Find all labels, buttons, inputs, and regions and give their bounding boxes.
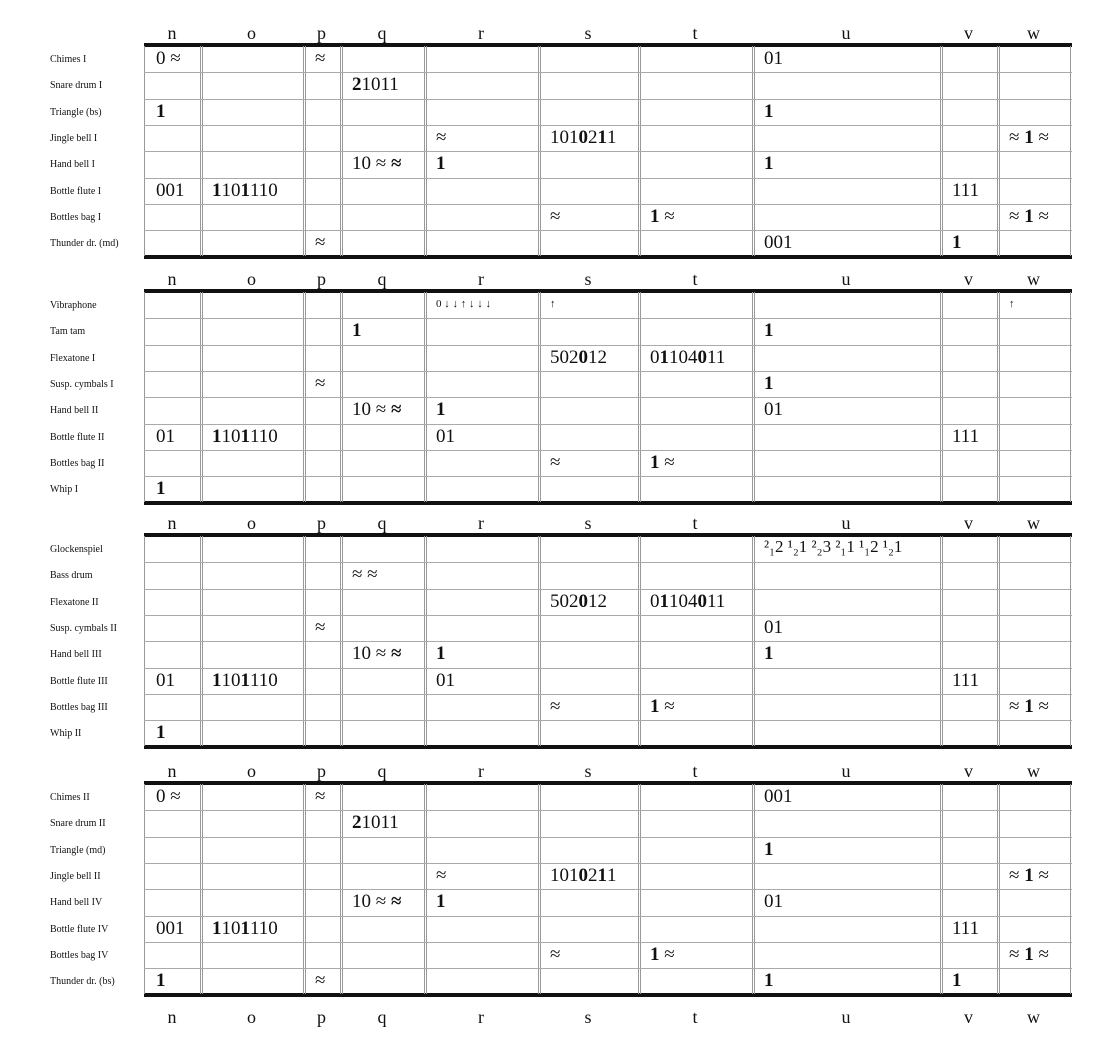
cell-p: ≈ — [315, 372, 326, 394]
cell-n: 1 — [156, 970, 166, 992]
system-bottom-rule — [144, 255, 1072, 259]
column-label-u: u — [841, 513, 851, 533]
instrument-label: Bottle flute III — [50, 675, 108, 687]
instrument-label: Bottles bag III — [50, 701, 108, 713]
column-label-r: r — [478, 513, 484, 533]
column-label-v: v — [964, 761, 973, 781]
cell-w: ↑ — [1009, 298, 1015, 310]
system-top-rule — [144, 781, 1072, 785]
column-label-r: r — [478, 1007, 484, 1027]
column-label-w: w — [1027, 761, 1040, 781]
cell-v: 1 — [952, 970, 962, 992]
cell-q: 1 — [352, 320, 362, 342]
cell-v: 111 — [952, 917, 980, 939]
system-top-rule — [144, 43, 1072, 47]
cell-s: ≈ — [550, 451, 561, 473]
cell-r: 01 — [436, 669, 455, 691]
cell-o: 1101110 — [212, 917, 278, 939]
cell-w: ≈ 1 ≈ — [1009, 126, 1049, 148]
cell-w: ≈ 1 ≈ — [1009, 205, 1049, 227]
column-label-w: w — [1027, 1007, 1040, 1027]
row-divider — [144, 589, 1072, 590]
row-divider — [144, 318, 1072, 319]
system-bottom-rule — [144, 993, 1072, 997]
cell-v: 111 — [952, 669, 980, 691]
column-label-o: o — [247, 269, 256, 289]
cell-s: ↑ — [550, 298, 556, 310]
cell-u: 1 — [764, 838, 774, 860]
column-label-n: n — [167, 513, 177, 533]
row-divider — [144, 720, 1072, 721]
column-label-w: w — [1027, 513, 1040, 533]
row-divider — [144, 178, 1072, 179]
cell-s: 502012 — [550, 590, 607, 612]
cell-t: 01104011 — [650, 346, 726, 368]
column-label-o: o — [247, 23, 256, 43]
row-divider — [144, 810, 1072, 811]
cell-u: ²₁2 ¹₂1 ²₂3 ²₁1 ¹₁2 ¹₂1 — [764, 537, 903, 556]
column-label-u: u — [841, 269, 851, 289]
cell-w: ≈ 1 ≈ — [1009, 864, 1049, 886]
instrument-label: Hand bell II — [50, 405, 99, 417]
row-divider — [144, 668, 1072, 669]
column-label-t: t — [692, 513, 698, 533]
column-label-q: q — [377, 269, 387, 289]
instrument-label: Snare drum I — [50, 80, 103, 92]
cell-u: 1 — [764, 372, 774, 394]
row-divider — [144, 968, 1072, 969]
row-divider — [144, 476, 1072, 477]
instrument-label: Jingle bell I — [50, 132, 98, 144]
column-label-o: o — [247, 1007, 256, 1027]
cell-s: ≈ — [550, 695, 561, 717]
system-top-rule — [144, 533, 1072, 537]
row-divider — [144, 204, 1072, 205]
cell-q: 10 ≈ ≈ — [352, 643, 402, 665]
column-label-t: t — [692, 23, 698, 43]
instrument-label: Bottle flute I — [50, 185, 102, 197]
column-label-s: s — [584, 513, 592, 533]
instrument-label: Bottles bag I — [50, 211, 102, 223]
cell-s: 1010211 — [550, 864, 617, 886]
column-label-u: u — [841, 1007, 851, 1027]
column-label-n: n — [167, 1007, 177, 1027]
cell-p: ≈ — [315, 786, 326, 807]
cell-u: 01 — [764, 399, 783, 421]
cell-q: 10 ≈ ≈ — [352, 153, 402, 175]
instrument-label: Vibraphone — [50, 300, 97, 311]
cell-t: 1 ≈ — [650, 943, 675, 965]
cell-t: 1 ≈ — [650, 205, 675, 227]
column-label-q: q — [377, 1007, 387, 1027]
cell-r: 1 — [436, 891, 446, 913]
cell-o: 1101110 — [212, 425, 278, 447]
cell-u: 01 — [764, 616, 783, 638]
cell-q: 21011 — [352, 812, 399, 834]
column-label-p: p — [317, 513, 326, 533]
column-label-t: t — [692, 761, 698, 781]
instrument-label: Hand bell I — [50, 159, 95, 171]
cell-r: 01 — [436, 425, 455, 447]
column-label-o: o — [247, 761, 256, 781]
cell-s: 502012 — [550, 346, 607, 368]
column-label-q: q — [377, 513, 387, 533]
instrument-label: Triangle (bs) — [50, 106, 102, 118]
column-label-v: v — [964, 513, 973, 533]
instrument-label: Susp. cymbals II — [50, 622, 117, 634]
cell-o: 1101110 — [212, 669, 278, 691]
column-label-r: r — [478, 761, 484, 781]
cell-p: ≈ — [315, 232, 326, 254]
row-divider — [144, 615, 1072, 616]
cell-u: 01 — [764, 891, 783, 913]
column-label-t: t — [692, 1007, 698, 1027]
instrument-label: Whip I — [50, 484, 79, 496]
cell-n: 001 — [156, 917, 185, 939]
instrument-label: Hand bell IV — [50, 897, 103, 909]
column-label-s: s — [584, 23, 592, 43]
row-divider — [144, 641, 1072, 642]
cell-o: 1101110 — [212, 179, 278, 201]
column-label-v: v — [964, 23, 973, 43]
row-divider — [144, 889, 1072, 890]
system-bottom-rule — [144, 745, 1072, 749]
row-divider — [144, 72, 1072, 73]
column-label-r: r — [478, 23, 484, 43]
cell-s: ≈ — [550, 205, 561, 227]
cell-t: 1 ≈ — [650, 451, 675, 473]
system-top-rule — [144, 289, 1072, 293]
instrument-label: Jingle bell II — [50, 870, 101, 882]
column-label-q: q — [377, 23, 387, 43]
row-divider — [144, 837, 1072, 838]
cell-u: 1 — [764, 320, 774, 342]
instrument-label: Bottles bag II — [50, 457, 105, 469]
cell-u: 1 — [764, 643, 774, 665]
row-divider — [144, 371, 1072, 372]
instrument-label: Thunder dr. (md) — [50, 238, 119, 250]
cell-r: 1 — [436, 399, 446, 421]
cell-r: 1 — [436, 153, 446, 175]
row-divider — [144, 151, 1072, 152]
instrument-label: Bottles bag IV — [50, 949, 109, 961]
cell-v: 111 — [952, 179, 980, 201]
cell-r: 1 — [436, 643, 446, 665]
instrument-label: Whip II — [50, 728, 82, 740]
column-label-p: p — [317, 269, 326, 289]
cell-r: 0 ↓ ↓ ↑ ↓ ↓ ↓ — [436, 298, 491, 310]
cell-q: 21011 — [352, 74, 399, 96]
cell-s: ≈ — [550, 943, 561, 965]
row-divider — [144, 694, 1072, 695]
cell-n: 1 — [156, 100, 166, 122]
cell-q: ≈ ≈ — [352, 564, 378, 586]
cell-t: 01104011 — [650, 590, 726, 612]
cell-n: 01 — [156, 669, 175, 691]
cell-v: 111 — [952, 425, 980, 447]
cell-p: ≈ — [315, 48, 326, 69]
instrument-label: Chimes I — [50, 54, 87, 65]
row-divider — [144, 345, 1072, 346]
system-bottom-rule — [144, 501, 1072, 505]
column-label-s: s — [584, 1007, 592, 1027]
cell-n: 01 — [156, 425, 175, 447]
cell-u: 001 — [764, 232, 793, 254]
row-divider — [144, 942, 1072, 943]
cell-s: 1010211 — [550, 126, 617, 148]
instrument-label: Triangle (md) — [50, 844, 106, 856]
instrument-label: Snare drum II — [50, 818, 106, 830]
cell-u: 001 — [764, 786, 793, 807]
cell-u: 01 — [764, 48, 783, 69]
column-label-s: s — [584, 269, 592, 289]
column-label-w: w — [1027, 23, 1040, 43]
instrument-label: Bottle flute II — [50, 431, 105, 443]
column-label-v: v — [964, 1007, 973, 1027]
row-divider — [144, 99, 1072, 100]
column-label-o: o — [247, 513, 256, 533]
cell-n: 001 — [156, 179, 185, 201]
instrument-label: Susp. cymbals I — [50, 378, 114, 390]
column-label-n: n — [167, 761, 177, 781]
column-label-v: v — [964, 269, 973, 289]
cell-v: 1 — [952, 232, 962, 254]
cell-p: ≈ — [315, 616, 326, 638]
cell-n: 1 — [156, 478, 166, 500]
column-label-n: n — [167, 23, 177, 43]
instrument-label: Flexatone II — [50, 596, 99, 608]
row-divider — [144, 562, 1072, 563]
instrument-label: Hand bell III — [50, 649, 102, 661]
instrument-label: Flexatone I — [50, 352, 96, 364]
cell-w: ≈ 1 ≈ — [1009, 695, 1049, 717]
row-divider — [144, 230, 1072, 231]
row-divider — [144, 424, 1072, 425]
column-label-p: p — [317, 23, 326, 43]
column-label-p: p — [317, 761, 326, 781]
instrument-label: Chimes II — [50, 792, 90, 803]
row-divider — [144, 863, 1072, 864]
instrument-label: Bottle flute IV — [50, 923, 109, 935]
instrument-label: Thunder dr. (bs) — [50, 976, 115, 988]
column-label-s: s — [584, 761, 592, 781]
cell-n: 0 ≈ — [156, 786, 181, 807]
cell-n: 1 — [156, 722, 166, 744]
cell-u: 1 — [764, 970, 774, 992]
cell-u: 1 — [764, 153, 774, 175]
cell-p: ≈ — [315, 970, 326, 992]
column-label-u: u — [841, 23, 851, 43]
cell-r: ≈ — [436, 864, 447, 886]
row-divider — [144, 125, 1072, 126]
instrument-label: Tam tam — [50, 326, 86, 338]
instrument-label: Bass drum — [50, 570, 93, 582]
column-label-p: p — [317, 1007, 326, 1027]
cell-w: ≈ 1 ≈ — [1009, 943, 1049, 965]
cell-n: 0 ≈ — [156, 48, 181, 69]
column-label-q: q — [377, 761, 387, 781]
column-label-t: t — [692, 269, 698, 289]
cell-q: 10 ≈ ≈ — [352, 399, 402, 421]
cell-u: 1 — [764, 100, 774, 122]
row-divider — [144, 916, 1072, 917]
column-label-w: w — [1027, 269, 1040, 289]
cell-t: 1 ≈ — [650, 695, 675, 717]
column-label-u: u — [841, 761, 851, 781]
cell-q: 10 ≈ ≈ — [352, 891, 402, 913]
column-label-r: r — [478, 269, 484, 289]
column-label-n: n — [167, 269, 177, 289]
row-divider — [144, 450, 1072, 451]
row-divider — [144, 397, 1072, 398]
instrument-label: Glockenspiel — [50, 544, 103, 555]
cell-r: ≈ — [436, 126, 447, 148]
